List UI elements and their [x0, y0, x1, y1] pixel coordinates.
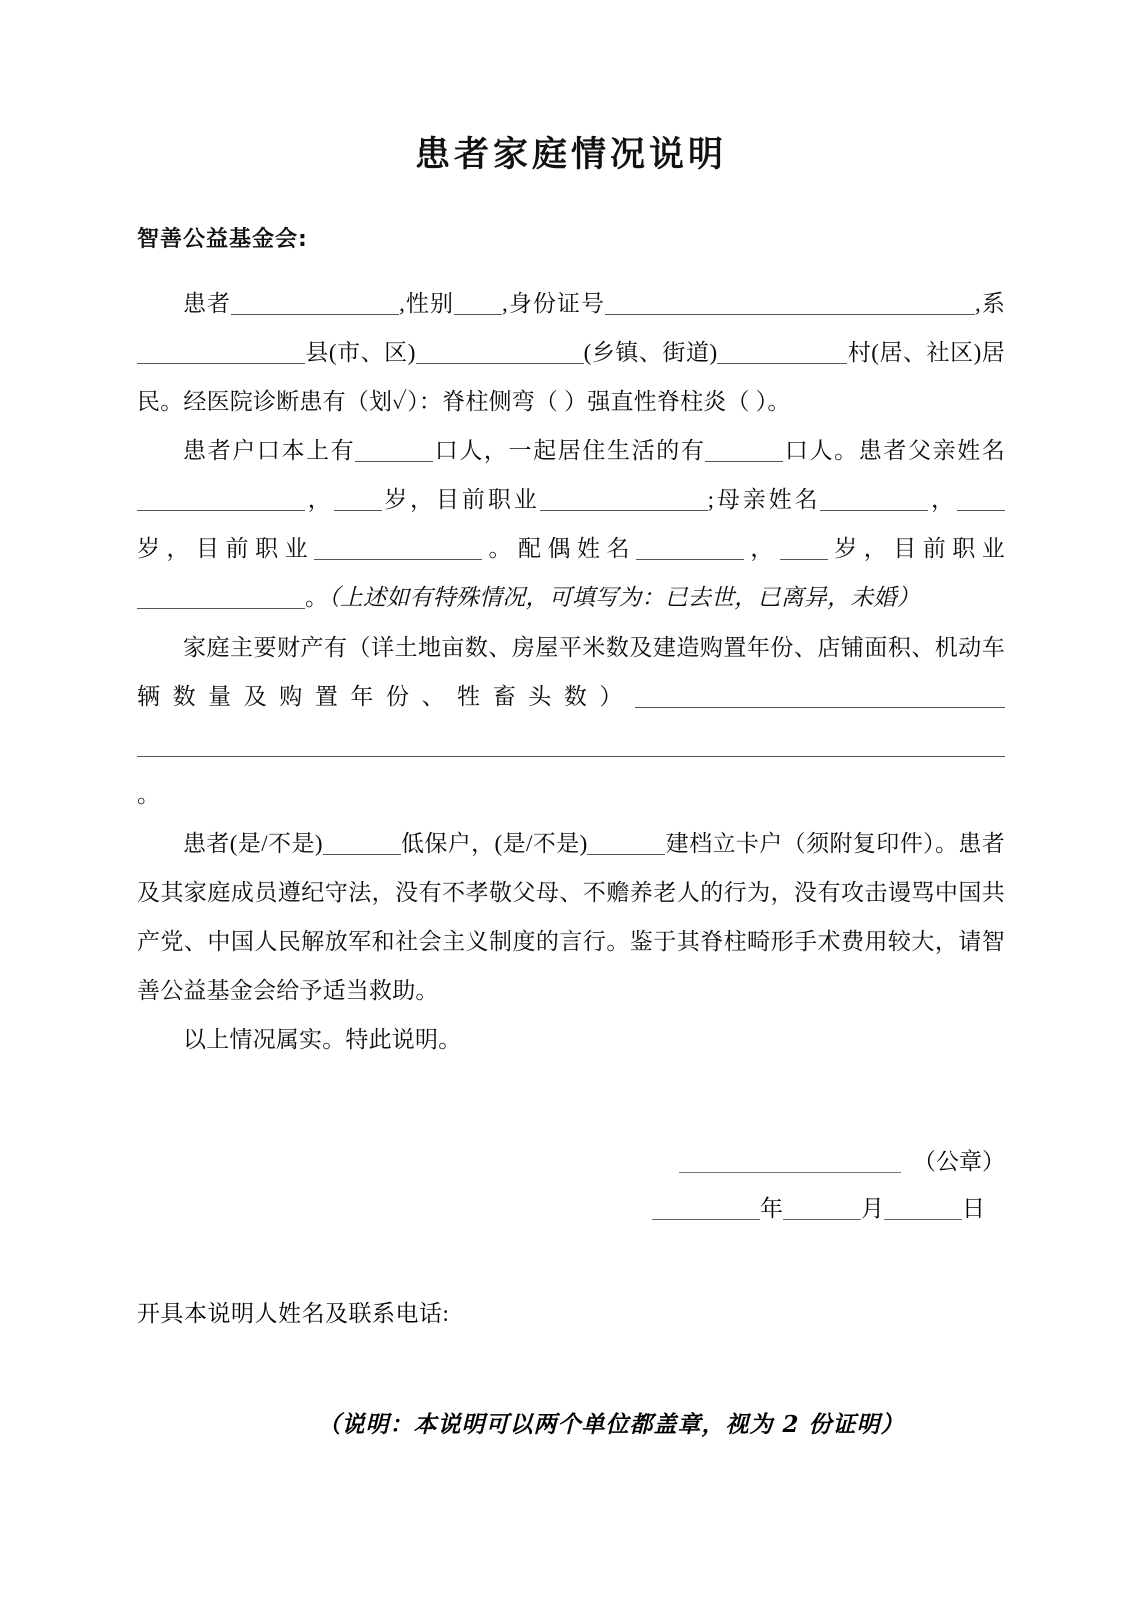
p3-seg2: 。	[137, 782, 161, 807]
blank-father-occupation[interactable]	[540, 490, 708, 511]
blank-spouse-name[interactable]	[636, 539, 744, 560]
document-body	[137, 253, 1005, 1064]
day-label: 日	[962, 1196, 985, 1221]
salutation: 智善公益基金会:	[137, 227, 308, 252]
p4-seg2: 低保户，(是/不是)	[400, 831, 588, 856]
blank-father-name[interactable]	[137, 490, 305, 511]
blank-father-age[interactable]	[334, 490, 382, 511]
blank-spouse-age[interactable]	[780, 539, 828, 560]
issuer-contact-label: 开具本说明人姓名及联系电话:	[137, 1301, 450, 1326]
signature-block	[137, 1064, 1005, 1232]
p1-seg2: ,性别	[399, 291, 455, 316]
page-title: 患者家庭情况说明	[414, 135, 727, 175]
seal-line	[137, 1138, 1005, 1186]
blank-cohabitant-count[interactable]	[705, 441, 783, 462]
date-line	[137, 1186, 1005, 1232]
p4-seg3: 建档立卡户（须附复印件）。患者及其家庭成员遵纪守法，没有不孝敬父母、不赡养老人的行为，没有攻击谩骂中国共产党、中国人民解放军和社会主义制度的言行。鉴于其脊柱畸形手术费用较大，请智善公益基金会给予适当救助。	[137, 831, 1006, 1003]
paragraph-subsidy-and-conduct	[137, 819, 1005, 1015]
marital-status-note: （上述如有特殊情况，可填写为：已去世，已离异，未婚）	[328, 585, 920, 611]
blank-province-city[interactable]	[137, 343, 305, 364]
p2-seg10: ，	[744, 536, 780, 561]
p2-seg5: 岁，目前职业	[381, 487, 540, 512]
p2-seg7: ，	[928, 487, 957, 512]
p2-seg12: 。	[305, 585, 329, 610]
blank-mother-age[interactable]	[957, 490, 1005, 511]
p1-seg7: 村(居、社区)居民。经医院诊断患有（划✓）：脊柱侧弯（ ）强直性脊柱炎（ ）。	[137, 340, 1006, 414]
blank-mother-occupation[interactable]	[314, 539, 482, 560]
paragraph-household	[137, 426, 1005, 623]
month-label: 月	[861, 1196, 884, 1221]
blank-day[interactable]	[884, 1199, 962, 1220]
footer-note: （说明：本说明可以两个单位都盖章，视为 2 份证明）	[317, 1411, 905, 1438]
blank-township[interactable]	[717, 343, 847, 364]
blank-county[interactable]	[416, 343, 584, 364]
blank-seal-unit[interactable]	[679, 1152, 901, 1173]
blank-mother-name[interactable]	[820, 490, 928, 511]
p2-seg4: ，	[305, 487, 334, 512]
p4-seg1: 患者(是/不是)	[183, 831, 323, 856]
blank-gender[interactable]	[454, 294, 502, 315]
p2-seg11: 岁，目前职业	[827, 536, 1006, 561]
paragraph-family-property	[137, 623, 1005, 819]
p1-seg5: 县(市、区)	[305, 340, 416, 365]
paragraph-closing-statement: 以上情况属实。特此说明。	[183, 1027, 462, 1052]
blank-spouse-occupation[interactable]	[137, 588, 305, 609]
p1-seg4: ,系	[975, 291, 1006, 316]
blank-year[interactable]	[652, 1199, 760, 1220]
blank-id-number[interactable]	[605, 294, 975, 315]
blank-property-line1[interactable]	[635, 687, 1005, 708]
p3-seg1: 家庭主要财产有（详土地亩数、房屋平米数及建造购置年份、店铺面积、机动车辆数量及购置年份、牲畜头数）	[137, 635, 1005, 709]
p2-seg6: ;母亲姓名	[707, 487, 821, 512]
p2-seg8: 岁，目前职业	[137, 536, 315, 561]
p2-seg2: 口人，一起居住生活的有	[433, 438, 706, 463]
seal-label: （公章）	[913, 1149, 1005, 1174]
blank-month[interactable]	[783, 1199, 861, 1220]
p1-seg6: (乡镇、街道)	[583, 340, 718, 365]
blank-property-line2[interactable]	[137, 736, 1005, 757]
p2-seg1: 患者户口本上有	[183, 438, 356, 463]
p1-seg1: 患者	[183, 291, 232, 316]
p2-seg9: 。配偶姓名	[482, 536, 637, 561]
blank-household-count[interactable]	[355, 441, 433, 462]
p2-seg3: 口人。患者父亲姓名	[783, 438, 1005, 463]
document-content	[137, 0, 1005, 1439]
blank-dibao-status[interactable]	[323, 834, 401, 855]
blank-patient-name[interactable]	[231, 294, 399, 315]
p1-seg3: ,身份证号	[502, 291, 606, 316]
blank-jiandang-status[interactable]	[587, 834, 665, 855]
year-label: 年	[760, 1196, 783, 1221]
paragraph-patient-identity	[137, 279, 1005, 426]
